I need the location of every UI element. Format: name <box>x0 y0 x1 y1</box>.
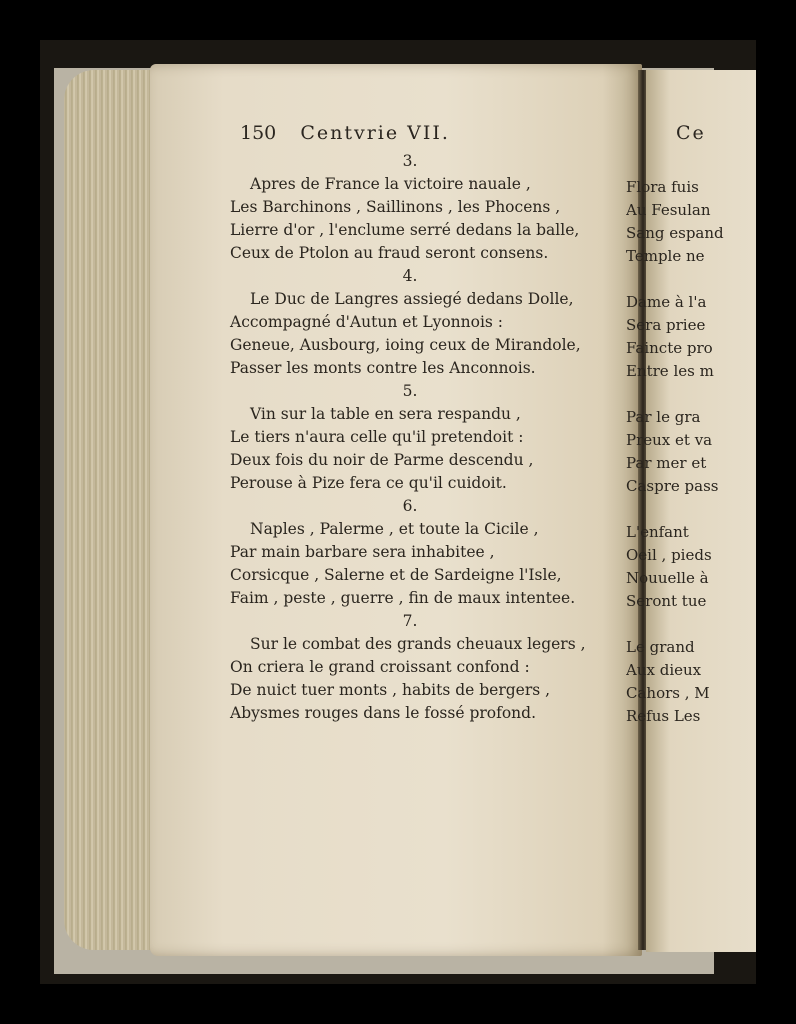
left-page-header <box>240 122 450 144</box>
verse <box>230 610 590 725</box>
right-page-line: Par mer et <box>626 454 707 472</box>
verse-line: Naples , Palerme , et toute la Cicile , <box>250 520 539 538</box>
right-page-line: Au Fesulan <box>626 201 711 219</box>
verse-line: Abysmes rouges dans le fossé profond. <box>230 704 537 722</box>
verse-line: Passer les monts contre les Anconnois. <box>230 359 536 377</box>
verse-number: 4. <box>402 267 418 285</box>
right-page-line: Preux et va <box>626 431 713 449</box>
right-page-header: Ce <box>676 122 706 144</box>
right-page-line: Entre les m <box>626 362 714 380</box>
right-page-line: Oeil , pieds <box>626 546 712 564</box>
running-head: Centvrie VII. <box>300 122 450 144</box>
verse-line: Par main barbare sera inhabitee , <box>230 543 495 561</box>
right-page-line: Faincte pro <box>626 339 713 357</box>
verse-line: Lierre d'or , l'enclume serré dedans la balle, <box>230 221 580 239</box>
right-page-line: Temple ne <box>626 247 705 265</box>
verse-line: Le tiers n'aura celle qu'il pretendoit : <box>230 428 524 446</box>
page-number: 150 <box>240 122 277 144</box>
verse-number: 6. <box>402 497 418 515</box>
verse-line: Geneue, Ausbourg, ioing ceux de Mirandole, <box>230 336 581 354</box>
right-page-line: Par le gra <box>626 408 701 426</box>
left-page-verses <box>230 150 590 725</box>
verse <box>230 495 590 610</box>
verse-line: De nuict tuer monts , habits de bergers , <box>230 681 551 699</box>
verse-line: On criera le grand croissant confond : <box>230 658 530 676</box>
verse <box>230 150 590 265</box>
right-page-line: Cahors , M <box>626 684 710 702</box>
right-page-line: Sang espand <box>626 224 724 242</box>
verse-line: Accompagné d'Autun et Lyonnois : <box>230 313 504 331</box>
verse-number: 5. <box>402 382 418 400</box>
verse-line: Apres de France la victoire nauale , <box>250 175 531 193</box>
right-page-text <box>626 176 736 728</box>
right-page-line: Nouuelle à <box>626 569 709 587</box>
verse <box>230 380 590 495</box>
verse-line: Ceux de Ptolon au fraud seront consens. <box>230 244 549 262</box>
right-page-line: Caspre pass <box>626 477 719 495</box>
verse-line: Les Barchinons , Saillinons , les Phocens , <box>230 198 561 216</box>
right-page-line: Sera priee <box>626 316 706 334</box>
verse-number: 3. <box>402 152 418 170</box>
verse-line: Sur le combat des grands cheuaux legers , <box>250 635 586 653</box>
right-page-line: Aux dieux <box>626 661 702 679</box>
verse-number: 7. <box>402 612 418 630</box>
right-page-line: Seront tue <box>626 592 707 610</box>
verse-line: Deux fois du noir de Parme descendu , <box>230 451 534 469</box>
verse-line: Le Duc de Langres assiegé dedans Dolle, <box>250 290 574 308</box>
verse <box>230 265 590 380</box>
page-edges <box>64 70 164 950</box>
verse-line: Corsicque , Salerne et de Sardeigne l'Isle, <box>230 566 562 584</box>
verse-line: Vin sur la table en sera respandu , <box>250 405 521 423</box>
right-page-line: L'enfant <box>626 523 689 541</box>
verse-line: Faim , peste , guerre , fin de maux intentee. <box>230 589 576 607</box>
right-page-line: Le grand <box>626 638 695 656</box>
right-page-line: Refus Les <box>626 707 701 725</box>
right-page-line: Dame à l'a <box>626 293 707 311</box>
verse-line: Perouse à Pize fera ce qu'il cuidoit. <box>230 474 507 492</box>
right-page-line: Flora fuis <box>626 178 699 196</box>
